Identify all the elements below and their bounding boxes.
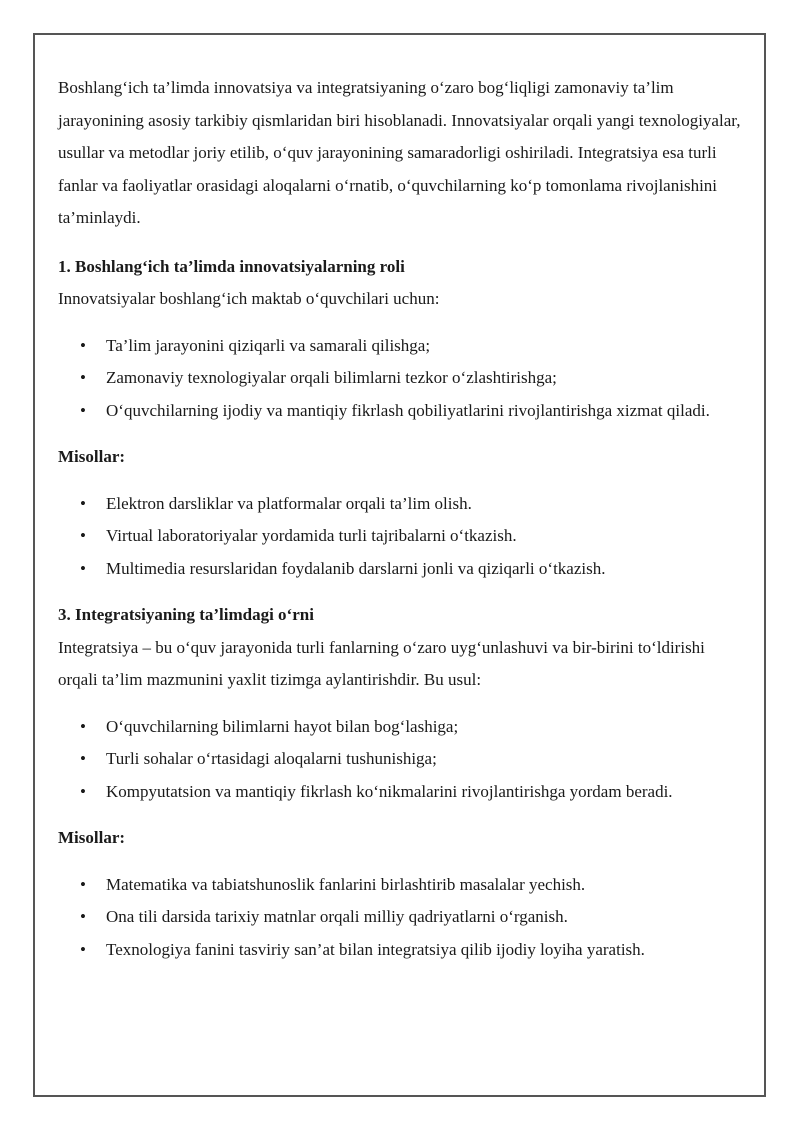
bullet-icon: • [80, 493, 86, 513]
list-item [58, 362, 748, 395]
list-item-text: Zamonaviy texnologiyalar orqali bilimlarni tezkor o‘zlashtirishga; [106, 368, 557, 387]
list-item-text: Virtual laboratoriyalar yordamida turli tajribalarni o‘tkazish. [106, 526, 517, 545]
list-item-text: Ona tili darsida tarixiy matnlar orqali milliy qadriyatlarni o‘rganish. [106, 907, 568, 926]
bullet-icon: • [80, 939, 86, 959]
bullet-icon: • [80, 368, 86, 387]
bullet-icon: • [80, 749, 86, 768]
section-3-examples-list [58, 869, 748, 967]
list-item [58, 553, 748, 586]
section-1-examples-list [58, 488, 748, 586]
list-item [58, 901, 748, 934]
list-item-text: O‘quvchilarning ijodiy va mantiqiy fikrlash qobiliyatlarini rivojlantirishga xizmat qiladi. [106, 400, 710, 420]
bullet-icon: • [80, 526, 86, 545]
section-3-bullet-list [58, 711, 748, 809]
bullet-icon: • [80, 335, 86, 355]
section-1-heading: 1. Boshlang‘ich ta’limda innovatsiyalarning roli [58, 256, 405, 276]
list-item [58, 395, 748, 428]
list-item-text: Multimedia resurslaridan foydalanib darslarni jonli va qiziqarli o‘tkazish. [106, 558, 606, 578]
section-1-lead: Innovatsiyalar boshlang‘ich maktab o‘quvchilari uchun: [58, 289, 440, 308]
bullet-icon: • [80, 558, 86, 578]
list-item-text: Matematika va tabiatshunoslik fanlarini birlashtirib masalalar yechish. [106, 874, 586, 894]
list-item-text: O‘quvchilarning bilimlarni hayot bilan bog‘lashiga; [106, 716, 459, 736]
list-item [58, 330, 748, 363]
section-1-bullet-list [58, 330, 748, 428]
list-item [58, 743, 748, 776]
list-item [58, 776, 748, 809]
list-item [58, 934, 748, 967]
list-item-text: Elektron darsliklar va platformalar orqali ta’lim olish. [106, 493, 472, 513]
list-item-text: Turli sohalar o‘rtasidagi aloqalarni tushunishiga; [106, 749, 437, 768]
bullet-icon: • [80, 400, 86, 420]
document-body [58, 72, 748, 980]
bullet-icon: • [80, 716, 86, 736]
intro-paragraph: Boshlang‘ich ta’limda innovatsiya va integratsiyaning o‘zaro bog‘liqligi zamonaviy ta’lim jarayonining asosiy tarkibiy qismlaridan biri hisoblanadi. Innovatsiyalar orqali yangi texnologiyalar, usullar va metodlar joriy etilib, o‘quv jarayonining samaradorligi oshiriladi. Integratsiya esa turli fanlar va faoliyatlar orasidagi aloqalarni o‘rnatib, o‘quvchilarning ko‘p tomonlama rivojlanishini ta’minlaydi. [58, 78, 741, 227]
bullet-icon: • [80, 874, 86, 894]
list-item-text: Texnologiya fanini tasviriy san’at bilan integratsiya qilib ijodiy loyiha yaratish. [106, 939, 645, 959]
bullet-icon: • [80, 907, 86, 926]
section-3-lead: Integratsiya – bu o‘quv jarayonida turli fanlarning o‘zaro uyg‘unlashuvi va bir-birini to‘ldirishi orqali ta’lim mazmunini yaxlit tizimga aylantirishdir. Bu usul: [58, 637, 705, 689]
section-3-examples-heading: Misollar: [58, 828, 126, 847]
list-item [58, 488, 748, 521]
list-item-text: Ta’lim jarayonini qiziqarli va samarali qilishga; [106, 335, 431, 355]
section-1-examples-heading: Misollar: [58, 447, 126, 466]
list-item [58, 869, 748, 902]
list-item-text: Kompyutatsion va mantiqiy fikrlash ko‘nikmalarini rivojlantirishga yordam beradi. [106, 781, 673, 801]
section-3-heading: 3. Integratsiyaning ta’limdagi o‘rni [58, 605, 314, 624]
bullet-icon: • [80, 781, 86, 801]
list-item [58, 711, 748, 744]
list-item [58, 520, 748, 553]
